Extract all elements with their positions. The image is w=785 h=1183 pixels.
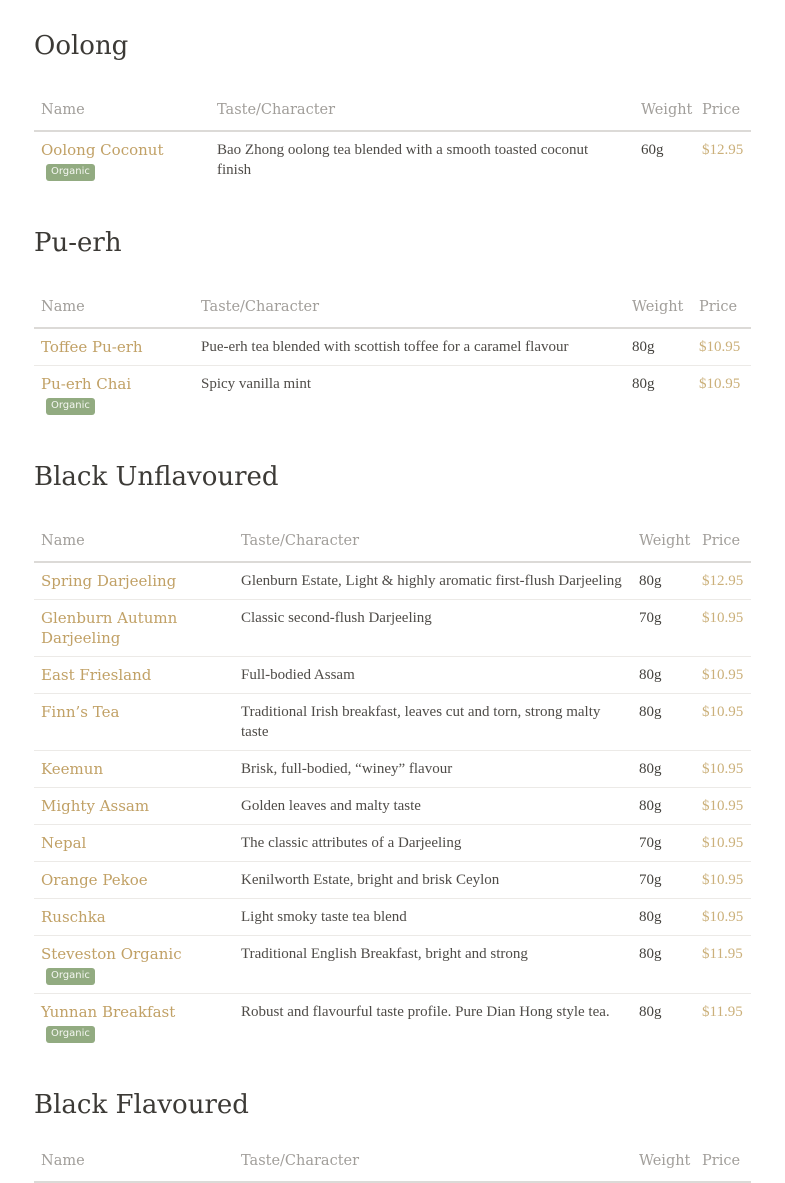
tea-name-cell [34,788,234,825]
column-header-price: Price [692,297,751,328]
tea-price-value: $10.95 [695,600,751,657]
tea-name-link[interactable]: Oolong Coconut [41,141,164,159]
section-title: Pu-erh [34,228,122,258]
tea-table-row [34,825,751,862]
tea-taste-text: Full-bodied Assam [234,657,632,694]
tea-taste-text: Traditional English Breakfast, bright and strong [234,936,632,994]
tea-category-section [34,1089,751,1183]
tea-weight-value: 80g [632,657,695,694]
tea-name-cell [34,751,234,788]
tea-price-value: $12.95 [702,142,744,158]
column-header-name: Name [34,531,234,562]
section-title: Oolong [34,31,129,61]
column-header-name: Name [34,297,194,328]
tea-table-row [34,600,751,657]
column-header-weight: Weight [632,531,695,562]
tea-table [34,297,751,423]
tea-taste-text: The classic attributes of a Darjeeling [234,825,632,862]
tea-table-row [34,366,751,424]
column-header-name: Name [34,100,210,131]
tea-weight-value: 80g [632,376,655,392]
tea-taste-text: Pue-erh tea blended with scottish toffee for a caramel flavour [194,328,625,366]
organic-badge: Organic [46,1026,95,1043]
tea-name-cell [34,131,210,189]
column-header-price: Price [695,1151,751,1182]
tea-table-row [34,788,751,825]
tea-name-cell [34,562,234,600]
tea-name-link[interactable]: Keemun [41,760,104,778]
catalog-sections [34,30,751,1183]
column-header-weight: Weight [625,297,692,328]
table-header-row [34,297,751,328]
tea-taste-text: Bao Zhong oolong tea blended with a smooth toasted coconut finish [217,142,589,178]
tea-taste-text: Light smoky taste tea blend [234,899,632,936]
tea-name-link[interactable]: East Friesland [41,666,152,684]
tea-weight-value: 80g [632,751,695,788]
tea-taste-text: Brisk, full-bodied, “winey” flavour [234,751,632,788]
tea-price-value: $10.95 [692,328,751,366]
tea-table-row [34,994,751,1052]
column-header-taste: Taste/Character [234,1151,632,1182]
organic-badge: Organic [46,164,95,181]
tea-price-value: $11.95 [695,936,751,994]
tea-taste-text: Robust and flavourful taste profile. Pure Dian Hong style tea. [241,1004,610,1020]
tea-name-link[interactable]: Ruschka [41,908,106,926]
tea-table-row [34,694,751,751]
section-title: Black Unflavoured [34,462,279,492]
tea-name-cell [34,694,234,751]
tea-weight-value: 70g [632,600,695,657]
column-header-taste: Taste/Character [234,531,632,562]
tea-price-value: $10.95 [695,862,751,899]
tea-weight-value: 80g [632,936,695,994]
tea-name-cell [34,899,234,936]
tea-name-link[interactable]: Nepal [41,834,87,852]
organic-badge: Organic [46,968,95,985]
tea-weight-value: 70g [632,862,695,899]
tea-name-link[interactable]: Pu-erh Chai [41,375,132,393]
tea-price-value: $10.95 [695,751,751,788]
tea-table [34,531,751,1051]
tea-table-row [34,328,751,366]
tea-price-value: $12.95 [695,562,751,600]
table-header-row [34,1151,751,1182]
tea-weight-value: 80g [639,1004,662,1020]
tea-taste-text: Glenburn Estate, Light & highly aromatic first-flush Darjeeling [234,562,632,600]
tea-price-value: $10.95 [695,825,751,862]
column-header-name: Name [34,1151,234,1182]
tea-table-row [34,899,751,936]
tea-name-link[interactable]: Orange Pekoe [41,871,148,889]
tea-category-section [34,30,751,189]
tea-name-cell [34,994,234,1052]
section-title: Black Flavoured [34,1090,249,1120]
tea-name-cell [34,328,194,366]
column-header-weight: Weight [634,100,695,131]
table-header-row [34,100,751,131]
tea-table-row [34,862,751,899]
tea-taste-text: Kenilworth Estate, bright and brisk Ceylon [234,862,632,899]
tea-table [34,1151,751,1183]
tea-price-value: $10.95 [695,899,751,936]
tea-table-row [34,751,751,788]
tea-price-value: $10.95 [695,694,751,751]
tea-name-link[interactable]: Toffee Pu-erh [41,338,143,356]
tea-name-link[interactable]: Mighty Assam [41,797,150,815]
column-header-weight: Weight [632,1151,695,1182]
tea-name-cell [34,825,234,862]
tea-weight-value: 80g [632,899,695,936]
column-header-price: Price [695,531,751,562]
tea-weight-value: 70g [632,825,695,862]
tea-name-link[interactable]: Finn’s Tea [41,703,120,721]
tea-table-row [34,657,751,694]
tea-table [34,100,751,189]
tea-weight-value: 80g [632,788,695,825]
tea-name-link[interactable]: Spring Darjeeling [41,572,177,590]
tea-price-value: $10.95 [695,788,751,825]
tea-weight-value: 60g [641,142,664,158]
tea-price-value: $11.95 [702,1004,743,1020]
tea-price-value: $10.95 [695,657,751,694]
tea-name-cell [34,600,234,657]
column-header-taste: Taste/Character [194,297,625,328]
tea-name-link[interactable]: Glenburn Autumn Darjeeling [41,609,178,647]
tea-name-cell [34,366,194,424]
tea-taste-text: Traditional Irish breakfast, leaves cut and torn, strong malty taste [234,694,632,751]
tea-weight-value: 80g [625,328,692,366]
tea-price-value: $10.95 [699,376,741,392]
tea-name-link[interactable]: Steveston Organic [41,945,182,963]
column-header-price: Price [695,100,751,131]
tea-taste-text: Classic second-flush Darjeeling [234,600,632,657]
organic-badge: Organic [46,398,95,415]
tea-weight-value: 80g [632,562,695,600]
tea-name-cell [34,657,234,694]
tea-name-cell [34,862,234,899]
tea-taste-text: Golden leaves and malty taste [234,788,632,825]
tea-table-row [34,936,751,994]
tea-taste-text: Spicy vanilla mint [201,376,311,392]
table-header-row [34,531,751,562]
tea-table-row [34,562,751,600]
tea-name-cell [34,936,234,994]
tea-category-section [34,227,751,423]
tea-table-row [34,131,751,189]
tea-category-section [34,461,751,1051]
tea-name-link[interactable]: Yunnan Breakfast [41,1003,176,1021]
column-header-taste: Taste/Character [210,100,634,131]
tea-weight-value: 80g [632,694,695,751]
